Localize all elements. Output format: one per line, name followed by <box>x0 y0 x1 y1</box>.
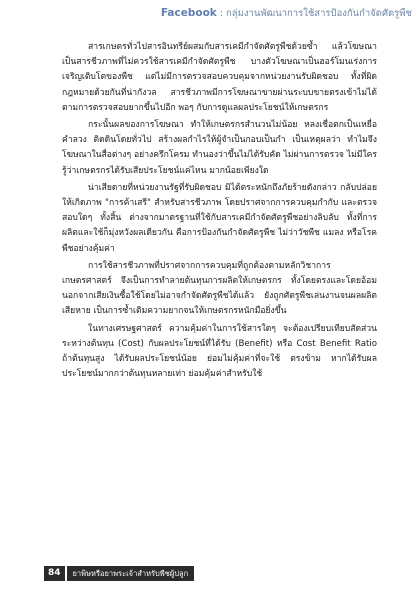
page-footer <box>44 566 194 581</box>
paragraph-3: น่าเสียดายที่หน่วยงานรัฐที่รับผิดชอบ มิได้ตระหนักถึงภัยร้ายดังกล่าว กลับปล่อยให้เกิดภาพ "การค้าเสรี" สำหรับสารชีวภาพ โดยปราศจากการควบคุมกำกับ และตรวจสอบใดๆ ทั้งสิ้น ต่างจากมาตรฐานที่ใช้กับสารเคมีกำจัดศัตรูพืชอย่างลิบลับ ทั้งที่การผลิตและใช้ก็มุ่งหวังผลเดียวกัน คือการป้องกันกำจัดศัตรูพืช ไม่ว่าวัชพืช แมลง หรือโรคพืชอย่างคุ้มค่า <box>62 182 377 254</box>
banner-separator: : <box>216 8 227 19</box>
paragraph-5: ในทางเศรษฐศาสตร์ ความคุ้มค่าในการใช้สารใดๆ จะต้องเปรียบเทียบสัดส่วนระหว่างต้นทุน (Cost) กับผลประโยชน์ที่ได้รับ (Benefit) หรือ Cost Benefit Ratio ถ้าต้นทุนสูง ได้รับผลประโยชน์น้อย ย่อมไม่คุ้มค่าที่จะใช้ ตรงข้าม หากได้รับผลประโยชน์มากกว่าต้นทุนหลายเท่า ย่อมคุ้มค่าสำหรับใช้ <box>62 323 377 380</box>
paragraph-4: การใช้สารชีวภาพที่ปราศจากการควบคุมที่ถูกต้องตามหลักวิชาการเกษตรศาสตร์ จึงเป็นการทำลายต้นทุนการผลิตให้เกษตรกร ทั้งโดยตรงและโดยอ้อม นอกจากเสียเงินซื้อใช้โดยไม่อาจกำจัดศัตรูพืชได้แล้ว ยังถูกศัตรูพืชเล่นงานจนผลผลิตเสียหาย เป็นการซ้ำเติมความยากจนให้เกษตรกรหนักมือยิ่งขึ้น <box>62 260 377 317</box>
facebook-group-banner <box>161 6 412 21</box>
page-number: 84 <box>44 566 65 581</box>
paragraph-2: กระนั้นผลของการโฆษณา ทำให้เกษตรกรสำนวนไม่น้อย หลงเชื่อตกเป็นเหยื่อคำลวง ติดดินโดยทั่วไป สร้างผลกำไรให้ผู้จำเป็นกอบเป็นกำ เป็นเหตุผลว่า ทำไมจึงโฆษณาในสื่อต่างๆ อย่างครึกโครม ทำนองว่าขึ้นไม่ได้รับคัด ไม่ผ่านการตรวจ ไม่มีใครรู้ว่าเกษตรกรได้รับเสียประโยชน์แค่ไหน มากน้อยเพียงใด <box>62 120 377 176</box>
footer-book-title: ยาพิษหรือยาพระเจ้าสำหรับพืชผู้ปลูก <box>67 566 195 581</box>
facebook-group-name: กลุ่มงานพัฒนาการใช้สารป้องกันกำจัดศัตรูพืช <box>226 8 412 19</box>
article-body <box>62 40 377 384</box>
paragraph-1: สารเกษตรทั่วไปสารอินทรีย์ผสมกับสารเคมีกำจัดศัตรูพืชด้วยซ้ำ แล้วโฆษณาเป็นสารชีวภาพที่ไม่ควรใช้สารเคมีกำจัดศัตรูพืช บางตัวโฆษณาเป็นฮอร์โมนเร่งการเจริญเติบโตของพืช แต่ไม่มีการตรวจสอบควบคุมจากหน่วยงานรับผิดชอบ ทั้งที่ผิดกฎหมายด้วยกันที่น่ากังวล สารชีวภาพมีการโฆษณาขายผ่านระบบขายตรงเข้าไม่ได้ตามการตรวจสอบยากขึ้นไปอีก พอๆ กับการดูแลผลประโยชน์ให้เกษตรกร <box>62 42 377 113</box>
facebook-label: Facebook <box>160 7 217 19</box>
